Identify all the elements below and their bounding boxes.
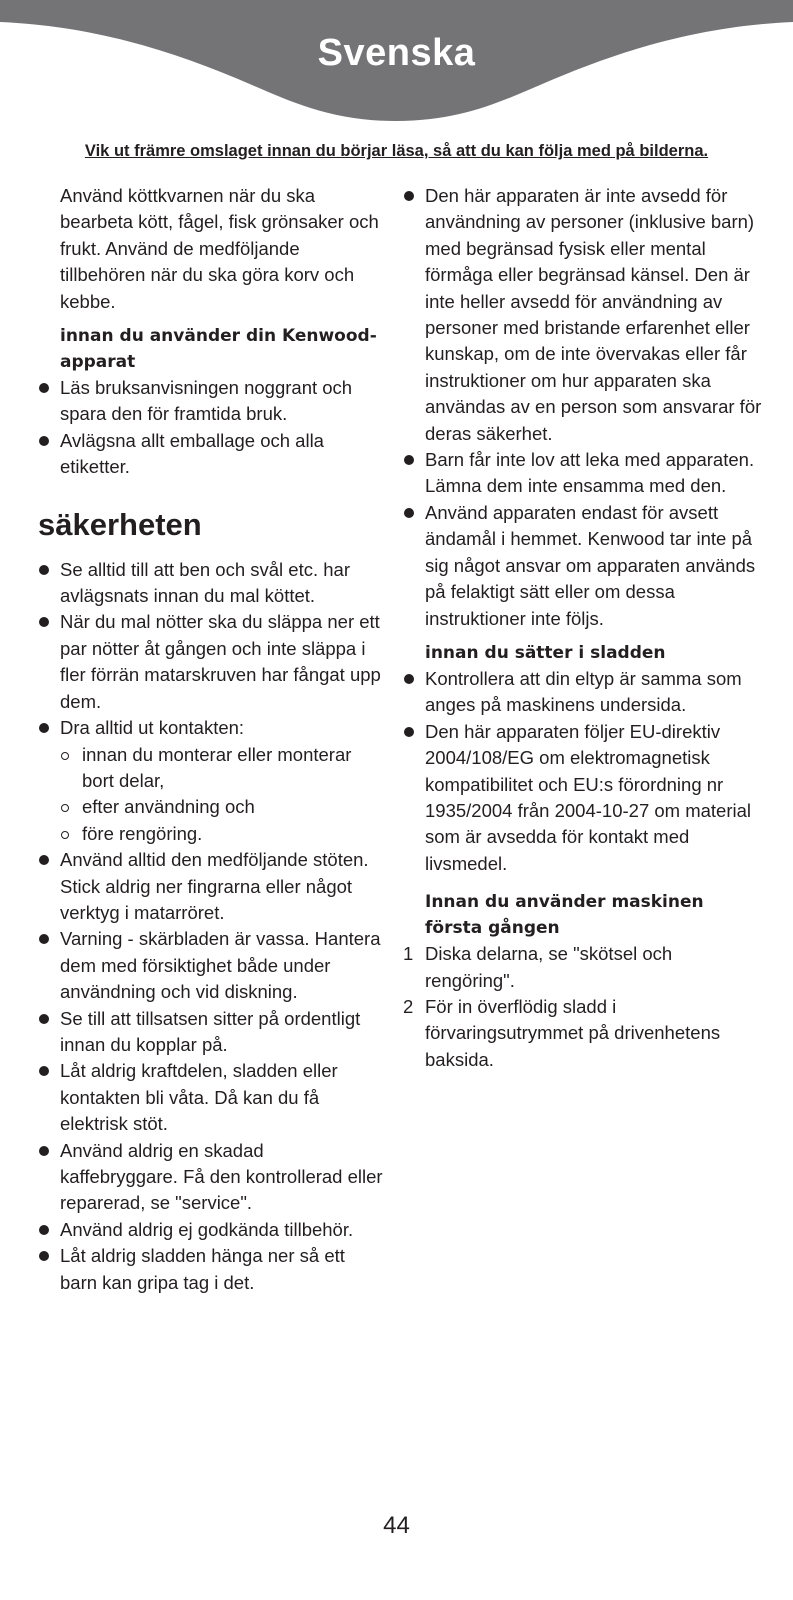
sublist-item: innan du monterar eller monterar bort delar,	[60, 742, 383, 795]
list-item: Låt aldrig kraftdelen, sladden eller kontakten bli våta. Då kan du få elektrisk stöt.	[38, 1058, 383, 1137]
list-item: Låt aldrig sladden hänga ner så ett barn kan gripa tag i det.	[38, 1243, 383, 1296]
before-use-list	[38, 375, 383, 481]
list-item: Läs bruksanvisningen noggrant och spara den för framtida bruk.	[38, 375, 383, 428]
step-number: 1	[403, 943, 414, 965]
step-text: Diska delarna, se "skötsel och rengöring".	[425, 943, 673, 991]
unplug-text: Dra alltid ut kontakten:	[60, 717, 245, 739]
list-item: När du mal nötter ska du släppa ner ett par nötter åt gången och inte släppa i fler förrän matarskruven har fångat upp dem.	[38, 609, 383, 715]
first-use-steps	[403, 941, 763, 1073]
list-item: Använd alltid den medföljande stöten. Stick aldrig ner fingrarna eller något verktyg i matarröret.	[38, 847, 383, 926]
list-item: Kontrollera att din eltyp är samma som anges på maskinens undersida.	[403, 666, 763, 719]
sublist-item: före rengöring.	[60, 821, 383, 847]
list-item: Se alltid till att ben och svål etc. har avlägsnats innan du mal köttet.	[38, 557, 383, 610]
list-item: Använd apparaten endast för avsett ändamål i hemmet. Kenwood tar inte på sig något ansvar om apparaten används på felaktigt sätt eller om dessa instruktioner inte följs.	[403, 500, 763, 632]
list-item: Den här apparaten är inte avsedd för användning av personer (inklusive barn) med begränsad fysisk eller mental förmåga eller begränsad känsel. Den är inte heller avsedd för användning av personer med bristande erfarenhet eller kunskap, om de inte övervakas eller får instruktioner om hur apparaten ska användas av en person som ansvarar för deras säkerhet.	[403, 183, 763, 447]
list-item: Se till att tillsatsen sitter på ordentligt innan du kopplar på.	[38, 1006, 383, 1059]
step-text: För in överflödig sladd i förvaringsutrymmet på drivenhetens baksida.	[425, 995, 721, 1070]
list-item: Använd aldrig ej godkända tillbehör.	[38, 1217, 383, 1243]
opening-paragraph: Använd köttkvarnen när du ska bearbeta kött, fågel, fisk grönsaker och frukt. Använd de medföljande tillbehören när du ska göra korv och kebbe.	[60, 185, 379, 312]
right-column	[403, 183, 763, 1073]
numbered-step	[403, 941, 763, 994]
list-item: Barn får inte lov att leka med apparaten. Lämna dem inte ensamma med den.	[403, 447, 763, 500]
first-use-heading: Innan du använder maskinen första gången	[425, 892, 704, 939]
unplug-sublist	[60, 742, 383, 848]
language-title: Svenska	[317, 32, 476, 74]
sublist-item: efter användning och	[60, 794, 383, 820]
plug-in-list	[403, 666, 763, 877]
before-use-heading: innan du använder din Kenwood-apparat	[60, 326, 377, 373]
list-item: Avlägsna allt emballage och alla etiketter.	[38, 428, 383, 481]
safety-heading: säkerheten	[38, 506, 202, 542]
list-item: Den här apparaten följer EU-direktiv 2004/108/EG om elektromagnetisk kompatibilitet och EU:s förordning nr 1935/2004 från 2004-10-27 om material som är avsedda för kontakt med livsmedel.	[403, 719, 763, 877]
safety-list	[38, 557, 383, 1296]
numbered-step	[403, 994, 763, 1073]
list-item: Varning - skärbladen är vassa. Hantera dem med försiktighet både under användning och vid diskning.	[38, 926, 383, 1005]
list-item: Använd aldrig en skadad kaffebryggare. Få den kontrollerad eller reparerad, se "service".	[38, 1138, 383, 1217]
intro-note: Vik ut främre omslaget innan du börjar läsa, så att du kan följa med på bilderna.	[84, 142, 709, 160]
left-column	[38, 183, 383, 1296]
safety-list-continued	[403, 183, 763, 632]
page-number: 44	[383, 1512, 410, 1539]
header-banner	[0, 0, 793, 130]
plug-in-heading: innan du sätter i sladden	[425, 642, 666, 663]
step-number: 2	[403, 995, 414, 1017]
list-item-unplug	[38, 715, 383, 847]
